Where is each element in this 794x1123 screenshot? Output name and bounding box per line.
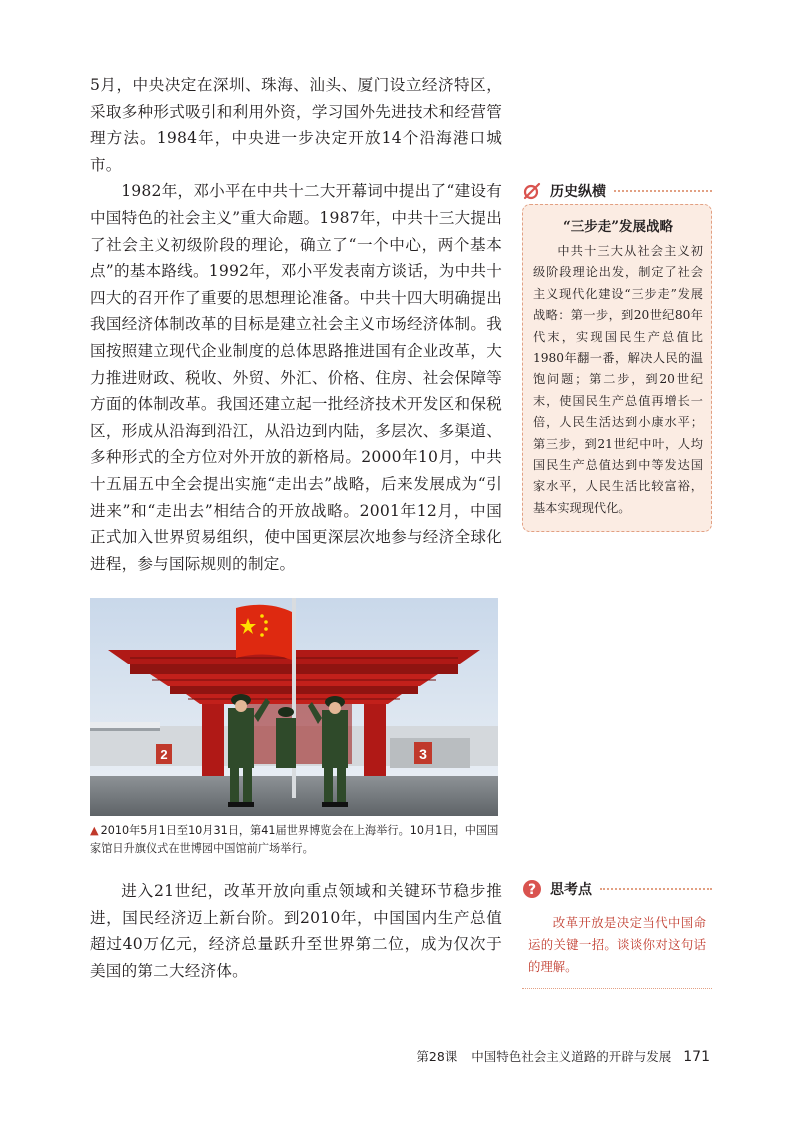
main-text-top [90, 72, 502, 577]
page-footer [416, 1047, 710, 1065]
expo-photo [90, 598, 498, 816]
main-text-bottom [90, 878, 502, 984]
history-section-title: 历史纵横 [550, 184, 606, 200]
lesson-number: 第28课 [416, 1049, 458, 1064]
svg-text:?: ? [527, 882, 537, 898]
caption-triangle-icon: ▲ [90, 824, 99, 837]
paragraph-2: 1982年，邓小平在中共十二大开幕词中提出了“建设有中国特色的社会主义”重大命题。1987年，中共十三大提出了社会主义初级阶段的理论，确立了“一个中心，两个基本点”的基本路线。1992年，邓小平发表南方谈话，为中共十四大的召开作了重要的思想理论准备。中共十四大明确提出我国经济体制改革的目标是建立社会主义市场经济体制。我国按照建立现代企业制度的总体思路推进国有企业改革，大力推进财政、税收、外贸、外汇、价格、住房、社会保障等方面的体制改革。我国还建立起一批经济技术开发区和保税区，形成从沿海到沿江，从沿边到内陆，多层次、多渠道、多种形式的全方位对外开放的新格局。2000年10月，中共十五届五中全会提出实施“走出去”战略，后来发展成为“引进来”和“走出去”相结合的开放战略。2001年12月，中国正式加入世界贸易组织，使中国更深层次地参与经济全球化进程，参与国际规则的制定。 [90, 182, 502, 573]
history-header [522, 180, 712, 202]
china-pavilion-flag-raising-image [90, 598, 498, 816]
history-box-title: “三步走”发展战略 [562, 219, 674, 235]
photo-caption [90, 822, 502, 858]
lesson-title: 中国特色社会主义道路的开辟与发展 [471, 1049, 672, 1064]
history-box [522, 204, 712, 532]
paragraph-1: 5月，中央决定在深圳、珠海、汕头、厦门设立经济特区，采取多种形式吸引和利用外资，学习国外先进技术和经营管理方法。1984年，中央进一步决定开放14个沿海港口城市。 [90, 76, 502, 174]
divider [600, 888, 712, 890]
think-sidebar [522, 878, 712, 989]
paragraph-3: 进入21世纪，改革开放向重点领域和关键环节稳步推进，国民经济迈上新台阶。到2010年，中国国内生产总值超过40万亿元，经济总量跃升至世界第二位，成为仅次于美国的第二大经济体。 [90, 882, 502, 980]
photo-caption-text: 2010年5月1日至10月31日，第41届世界博览会在上海举行。10月1日，中国国家馆日升旗仪式在世博园中国馆前广场举行。 [90, 824, 499, 855]
history-loop-icon [522, 181, 542, 201]
history-box-body: 中共十三大从社会主义初级阶段理论出发，制定了社会主义现代化建设“三步走”发展战略：第一步，到20世纪80年代末，实现国民生产总值比1980年翻一番，解决人民的温饱问题；第二步，到20世纪末，使国民生产总值再增长一倍，人民生活达到小康水平；第三步，到21世纪中叶，人均国民生产总值达到中等发达国家水平，人民生活比较富裕，基本实现现代化。 [533, 244, 703, 515]
think-section-title: 思考点 [550, 882, 592, 898]
think-header [522, 878, 712, 900]
sign-number-2: 2 [160, 747, 168, 762]
history-sidebar [522, 180, 712, 532]
divider [614, 190, 712, 192]
think-box-body: 改革开放是决定当代中国命运的关键一招。谈谈你对这句话的理解。 [528, 915, 706, 974]
question-mark-icon [522, 879, 542, 899]
sign-number-3: 3 [419, 746, 427, 762]
think-box [522, 904, 712, 989]
page-number: 171 [683, 1049, 710, 1065]
